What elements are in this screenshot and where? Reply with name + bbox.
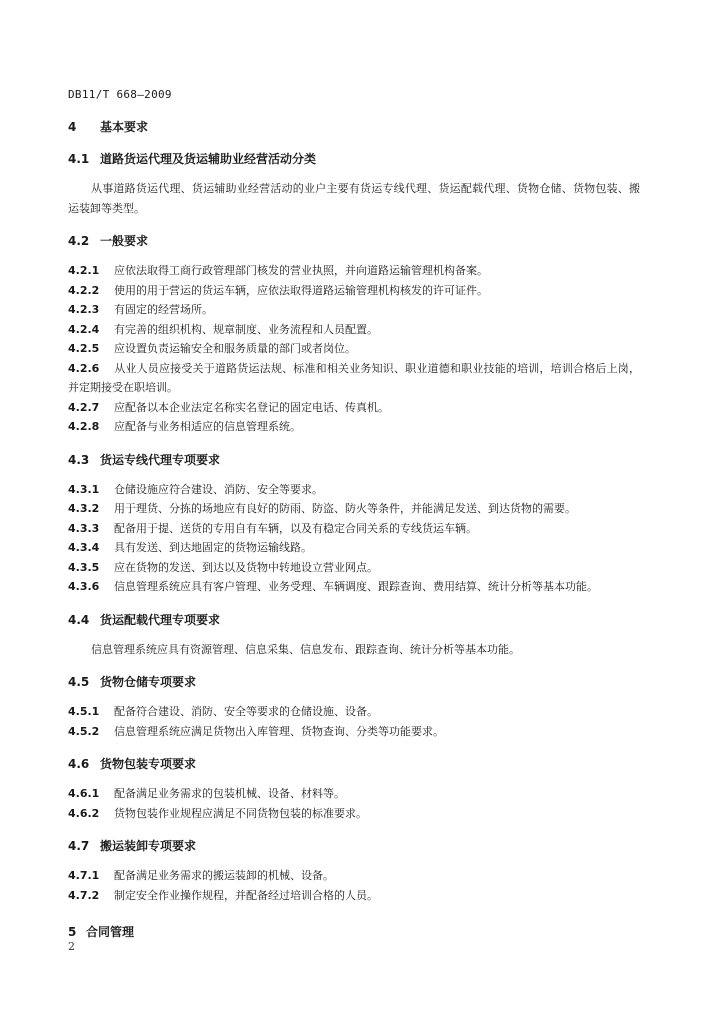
clause-4-3-2 — [68, 499, 640, 519]
clause-4-7-2 — [68, 886, 640, 906]
standard-code: DB11/T 668—2009 — [68, 88, 172, 101]
clause-number: 4.6.2 — [68, 806, 100, 820]
clause-number: 4.3.2 — [68, 502, 100, 515]
clause-4-2-1 — [68, 261, 640, 281]
section-title: 货运配载代理专项要求 — [100, 612, 221, 627]
clause-4-2-5 — [68, 339, 640, 359]
clause-text: 配备用于提、送货的专用自有车辆，以及有稳定合同关系的专线货运车辆。 — [114, 521, 477, 535]
section-title: 货物仓储专项要求 — [100, 675, 197, 689]
clause-text: 应配备以本企业法定名称实名登记的固定电话、传真机。 — [114, 400, 389, 414]
clause-text: 用于理货、分拣的场地应有良好的防雨、防盗、防火等条件，并能满足发送、到达货物的需要。 — [114, 502, 576, 515]
section-number: 4.2 — [68, 234, 90, 248]
section-paragraph: 信息管理系统应具有资源管理、信息采集、信息发布、跟踪查询、统计分析等基本功能。 — [91, 642, 520, 656]
clause-4-3-4 — [68, 538, 640, 558]
clause-4-7-1 — [68, 866, 640, 886]
clause-text: 仓储设施应符合建设、消防、安全等要求。 — [114, 482, 323, 496]
section-title: 合同管理 — [86, 925, 135, 939]
clause-4-3-5 — [68, 558, 640, 578]
section-number: 4.6 — [68, 757, 90, 771]
clause-text: 配备满足业务需求的包装机械、设备、材料等。 — [114, 787, 345, 800]
clause-number: 4.3.6 — [68, 580, 100, 593]
section-heading-4 — [68, 118, 640, 136]
section-heading-5 — [68, 923, 640, 941]
clause-4-6-1 — [68, 784, 640, 804]
clause-number: 4.2.7 — [68, 400, 100, 414]
clause-4-5-2 — [68, 722, 640, 742]
clause-4-2-7 — [68, 398, 640, 418]
clause-4-2-2 — [68, 281, 640, 301]
clause-text: 有固定的经营场所。 — [114, 303, 213, 316]
clause-4-6-2 — [68, 804, 640, 824]
section-title: 一般要求 — [100, 234, 149, 248]
section-number: 4.3 — [68, 452, 90, 467]
clause-number: 4.2.3 — [68, 303, 100, 316]
clause-number: 4.7.2 — [68, 888, 100, 902]
section-number: 4.4 — [68, 612, 90, 627]
section-title: 基本要求 — [100, 120, 149, 134]
clause-number: 4.2.1 — [68, 264, 100, 277]
clause-4-2-3 — [68, 300, 640, 320]
clause-number: 4.5.1 — [68, 705, 100, 718]
section-number: 4.5 — [68, 675, 90, 689]
section-title: 货物包装专项要求 — [100, 757, 197, 771]
section-paragraph: 从事道路货运代理、货运辅助业经营活动的业户主要有货运专线代理、货运配载代理、货物仓储、货物包装、搬运装卸等类型。 — [68, 182, 640, 215]
clause-text: 具有发送、到达地固定的货物运输线路。 — [114, 541, 312, 554]
clause-number: 4.6.1 — [68, 787, 100, 800]
clause-4-3-6 — [68, 577, 640, 597]
clause-text: 货物包装作业规程应满足不同货物包装的标准要求。 — [114, 806, 367, 820]
clause-text: 信息管理系统应满足货物出入库管理、货物查询、分类等功能要求。 — [114, 724, 444, 738]
clause-text: 使用的用于营运的货运车辆，应依法取得道路运输管理机构核发的许可证件。 — [114, 283, 488, 297]
clause-number: 4.3.1 — [68, 482, 100, 496]
clause-text: 信息管理系统应具有客户管理、业务受理、车辆调度、跟踪查询、费用结算、统计分析等基本功能。 — [114, 580, 598, 593]
section-title: 货运专线代理专项要求 — [100, 452, 221, 467]
clause-text: 制定安全作业操作规程，并配备经过培训合格的人员。 — [114, 888, 378, 902]
section-heading-4-2 — [68, 232, 640, 250]
section-heading-4-7 — [68, 837, 640, 855]
clause-text: 有完善的组织机构、规章制度、业务流程和人员配置。 — [114, 322, 378, 336]
clause-text: 应在货物的发送、到达以及货物中转地设立营业网点。 — [114, 560, 378, 574]
clause-number: 4.7.1 — [68, 869, 100, 882]
section-heading-4-1 — [68, 150, 640, 168]
section-number: 4.7 — [68, 839, 90, 853]
clause-4-2-6 — [68, 359, 640, 398]
clause-number: 4.2.2 — [68, 283, 100, 297]
clause-4-2-8 — [68, 417, 640, 437]
clause-text: 配备符合建设、消防、安全等要求的仓储设施、设备。 — [114, 705, 378, 718]
section-heading-4-6 — [68, 755, 640, 773]
clause-4-3-3 — [68, 519, 640, 539]
clause-text: 应配备与业务相适应的信息管理系统。 — [114, 420, 301, 433]
section-number: 5 — [68, 925, 77, 939]
clause-text: 应设置负责运输安全和服务质量的部门或者岗位。 — [114, 342, 356, 355]
clause-text: 配备满足业务需求的搬运装卸的机械、设备。 — [114, 869, 334, 882]
clause-text: 应依法取得工商行政管理部门核发的营业执照，并向道路运输管理机构备案。 — [114, 264, 488, 277]
clause-text: 从业人员应接受关于道路货运法规、标准和相关业务知识、职业道德和职业技能的培训，培训合格后上岗，并定期接受在职培训。 — [68, 361, 640, 394]
section-number: 4 — [68, 120, 77, 134]
document-body — [68, 118, 640, 952]
clause-number: 4.2.8 — [68, 420, 100, 433]
clause-number: 4.5.2 — [68, 724, 100, 738]
section-title: 搬运装卸专项要求 — [100, 839, 197, 853]
clause-number: 4.2.6 — [68, 361, 100, 375]
section-title: 道路货运代理及货运辅助业经营活动分类 — [100, 152, 317, 166]
clause-4-2-4 — [68, 320, 640, 340]
section-number: 4.1 — [68, 152, 90, 166]
section-heading-4-5 — [68, 673, 640, 691]
clause-number: 4.3.5 — [68, 560, 100, 574]
page-number: 2 — [68, 940, 75, 953]
clause-number: 4.3.4 — [68, 541, 100, 554]
clause-4-3-1 — [68, 480, 640, 500]
clause-number: 4.2.4 — [68, 322, 100, 336]
clause-number: 4.2.5 — [68, 342, 100, 355]
section-heading-4-3 — [68, 451, 640, 469]
clause-number: 4.3.3 — [68, 521, 100, 535]
clause-4-5-1 — [68, 702, 640, 722]
section-heading-4-4 — [68, 611, 640, 629]
